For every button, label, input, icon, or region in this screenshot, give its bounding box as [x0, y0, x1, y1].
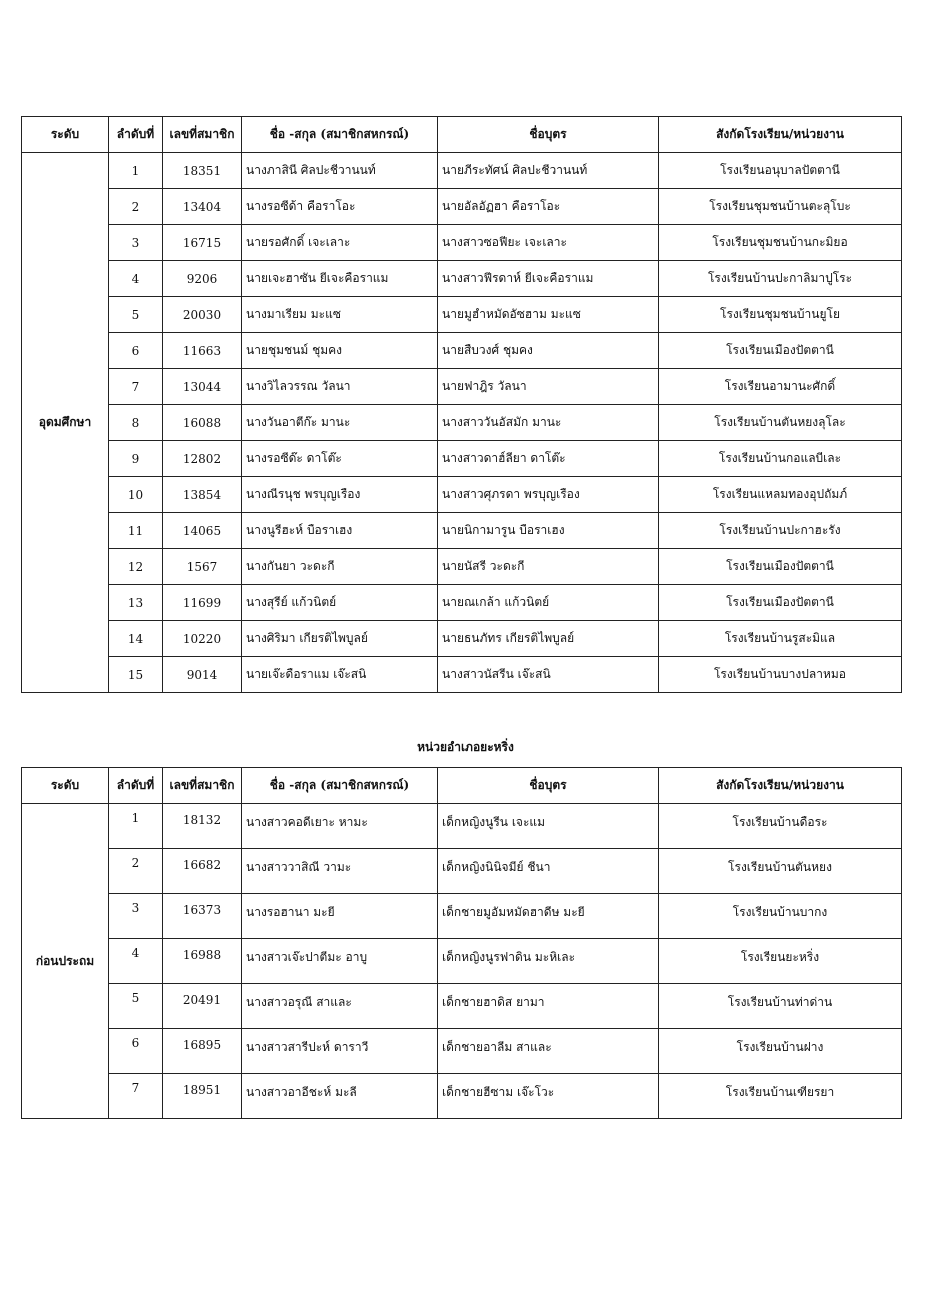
member-no-cell: 20491 — [163, 984, 242, 1029]
child-name-cell: นายสืบวงศ์ ชุมคง — [438, 333, 659, 369]
child-name-cell: เด็กหญิงนูรีน เจะแม — [438, 804, 659, 849]
seq-cell: 4 — [109, 261, 163, 297]
school-cell: โรงเรียนอามานะศักดิ์ — [659, 369, 902, 405]
table-row — [22, 984, 902, 1029]
member-name-cell: นายชุมชนม์ ชุมคง — [242, 333, 438, 369]
header-seq: ลำดับที่ — [109, 768, 163, 804]
member-no-cell: 13854 — [163, 477, 242, 513]
member-no-cell: 11663 — [163, 333, 242, 369]
member-no-cell: 20030 — [163, 297, 242, 333]
roster-table-pre-primary — [21, 767, 902, 1119]
table-row — [22, 657, 902, 693]
school-cell: โรงเรียนยะหริ่ง — [659, 939, 902, 984]
member-name-cell: นางมาเรียม มะแซ — [242, 297, 438, 333]
seq-cell: 15 — [109, 657, 163, 693]
member-no-cell: 18951 — [163, 1074, 242, 1119]
seq-cell: 14 — [109, 621, 163, 657]
table-row — [22, 804, 902, 849]
level-cell: อุดมศึกษา — [22, 153, 109, 693]
header-child: ชื่อบุตร — [438, 117, 659, 153]
child-name-cell: เด็กหญิงนูรฟาดิน มะหิเละ — [438, 939, 659, 984]
table-row — [22, 939, 902, 984]
school-cell: โรงเรียนอนุบาลปัตตานี — [659, 153, 902, 189]
member-no-cell: 18132 — [163, 804, 242, 849]
member-no-cell: 12802 — [163, 441, 242, 477]
member-no-cell: 9014 — [163, 657, 242, 693]
member-name-cell: นางสาวคอดีเยาะ หามะ — [242, 804, 438, 849]
child-name-cell: เด็กชายฮาดิส ยามา — [438, 984, 659, 1029]
seq-cell: 8 — [109, 405, 163, 441]
header-child: ชื่อบุตร — [438, 768, 659, 804]
school-cell: โรงเรียนเมืองปัตตานี — [659, 585, 902, 621]
header-name: ชื่อ -สกุล (สมาชิกสหกรณ์) — [242, 117, 438, 153]
member-name-cell: นางณีรนุช พรบุญเรือง — [242, 477, 438, 513]
member-no-cell: 14065 — [163, 513, 242, 549]
member-name-cell: นางสาวสารีปะห์ ดาราวี — [242, 1029, 438, 1074]
seq-cell: 4 — [109, 939, 163, 984]
school-cell: โรงเรียนเมืองปัตตานี — [659, 549, 902, 585]
member-no-cell: 18351 — [163, 153, 242, 189]
seq-cell: 11 — [109, 513, 163, 549]
table-row — [22, 621, 902, 657]
member-no-cell: 9206 — [163, 261, 242, 297]
header-school: สังกัดโรงเรียน/หน่วยงาน — [659, 117, 902, 153]
level-cell: ก่อนประถม — [22, 804, 109, 1119]
seq-cell: 6 — [109, 1029, 163, 1074]
seq-cell: 2 — [109, 849, 163, 894]
member-no-cell: 13404 — [163, 189, 242, 225]
header-seq: ลำดับที่ — [109, 117, 163, 153]
child-name-cell: นางสาวนัสรีน เจ๊ะสนิ — [438, 657, 659, 693]
table-row — [22, 297, 902, 333]
school-cell: โรงเรียนบ้านกอแลบีเละ — [659, 441, 902, 477]
school-cell: โรงเรียนบ้านตันหยงลุโละ — [659, 405, 902, 441]
member-name-cell: นางสาวอาอีชะห์ มะลี — [242, 1074, 438, 1119]
member-name-cell: นางสุรีย์ แก้วนิตย์ — [242, 585, 438, 621]
member-name-cell: นางรอซีด๊ะ ดาโต๊ะ — [242, 441, 438, 477]
school-cell: โรงเรียนบ้านปะกาลิมาปูโระ — [659, 261, 902, 297]
member-no-cell: 1567 — [163, 549, 242, 585]
child-name-cell: นายอัลอัฏฮา คือราโอะ — [438, 189, 659, 225]
table-row — [22, 369, 902, 405]
school-cell: โรงเรียนแหลมทองอุปถัมภ์ — [659, 477, 902, 513]
seq-cell: 1 — [109, 153, 163, 189]
child-name-cell: นางสาวฟีรดาห์ ยีเจะคือราแม — [438, 261, 659, 297]
member-no-cell: 16088 — [163, 405, 242, 441]
school-cell: โรงเรียนบ้านปะกาฮะรัง — [659, 513, 902, 549]
member-name-cell: นางสาววาสิณี วามะ — [242, 849, 438, 894]
school-cell: โรงเรียนชุมชนบ้านยูโย — [659, 297, 902, 333]
child-name-cell: เด็กชายมูอัมหมัดฮาดีษ มะยี — [438, 894, 659, 939]
school-cell: โรงเรียนเมืองปัตตานี — [659, 333, 902, 369]
member-no-cell: 11699 — [163, 585, 242, 621]
school-cell: โรงเรียนบ้านบากง — [659, 894, 902, 939]
member-name-cell: นางสาวอรุณี สาและ — [242, 984, 438, 1029]
child-name-cell: นายนัสรี วะดะกี — [438, 549, 659, 585]
section-title: หน่วยอำเภอยะหริ่ง — [417, 740, 514, 754]
seq-cell: 5 — [109, 297, 163, 333]
child-name-cell: เด็กชายฮีซาม เจ๊ะโวะ — [438, 1074, 659, 1119]
table-header-row — [22, 117, 902, 153]
member-name-cell: นางสาวเจ๊ะปาตีมะ อาบู — [242, 939, 438, 984]
school-cell: โรงเรียนบ้านบางปลาหมอ — [659, 657, 902, 693]
child-name-cell: นางสาววันอัสมัก มานะ — [438, 405, 659, 441]
table-row — [22, 225, 902, 261]
seq-cell: 7 — [109, 369, 163, 405]
header-member-no: เลขที่สมาชิก — [163, 768, 242, 804]
child-name-cell: นายณเกล้า แก้วนิตย์ — [438, 585, 659, 621]
table-row — [22, 513, 902, 549]
member-name-cell: นางนูรีฮะห์ บือราเฮง — [242, 513, 438, 549]
seq-cell: 10 — [109, 477, 163, 513]
seq-cell: 13 — [109, 585, 163, 621]
member-name-cell: นายเจะฮาซัน ยีเจะคือราแม — [242, 261, 438, 297]
child-name-cell: นางสาวศุภรดา พรบุญเรือง — [438, 477, 659, 513]
child-name-cell: นายฟาฎิร วัลนา — [438, 369, 659, 405]
seq-cell: 2 — [109, 189, 163, 225]
child-name-cell: นายภีระทัศน์ ศิลปะชีวานนท์ — [438, 153, 659, 189]
seq-cell: 9 — [109, 441, 163, 477]
child-name-cell: นางสาวซอฟียะ เจะเลาะ — [438, 225, 659, 261]
table-row — [22, 153, 902, 189]
member-name-cell: นางภาสินี ศิลปะชีวานนท์ — [242, 153, 438, 189]
seq-cell: 3 — [109, 225, 163, 261]
table-row — [22, 1029, 902, 1074]
seq-cell: 5 — [109, 984, 163, 1029]
table-row — [22, 549, 902, 585]
school-cell: โรงเรียนบ้านฝาง — [659, 1029, 902, 1074]
school-cell: โรงเรียนบ้านรูสะมิแล — [659, 621, 902, 657]
school-cell: โรงเรียนบ้านท่าด่าน — [659, 984, 902, 1029]
member-name-cell: นางวิไลวรรณ วัลนา — [242, 369, 438, 405]
header-level: ระดับ — [22, 768, 109, 804]
member-no-cell: 10220 — [163, 621, 242, 657]
roster-table-higher-education — [21, 116, 902, 693]
table-header-row — [22, 768, 902, 804]
member-no-cell: 16715 — [163, 225, 242, 261]
school-cell: โรงเรียนบ้านตันหยง — [659, 849, 902, 894]
child-name-cell: นายนิกามารูน บือราเฮง — [438, 513, 659, 549]
child-name-cell: นายธนภัทร เกียรติไพบูลย์ — [438, 621, 659, 657]
member-name-cell: นายรอศักดิ์ เจะเลาะ — [242, 225, 438, 261]
table-row — [22, 261, 902, 297]
child-name-cell: นางสาวดาฮ์ลียา ดาโต๊ะ — [438, 441, 659, 477]
member-no-cell: 16988 — [163, 939, 242, 984]
table-row — [22, 477, 902, 513]
table-row — [22, 405, 902, 441]
child-name-cell: นายมูฮำหมัดอัซฮาม มะแซ — [438, 297, 659, 333]
table-row — [22, 333, 902, 369]
school-cell: โรงเรียนชุมชนบ้านกะมิยอ — [659, 225, 902, 261]
member-name-cell: นางรอซีด้า คือราโอะ — [242, 189, 438, 225]
member-no-cell: 13044 — [163, 369, 242, 405]
seq-cell: 12 — [109, 549, 163, 585]
member-no-cell: 16895 — [163, 1029, 242, 1074]
member-name-cell: นางวันอาตีก๊ะ มานะ — [242, 405, 438, 441]
table-row — [22, 441, 902, 477]
member-name-cell: นางรอฮานา มะยี — [242, 894, 438, 939]
member-no-cell: 16373 — [163, 894, 242, 939]
header-school: สังกัดโรงเรียน/หน่วยงาน — [659, 768, 902, 804]
table-row — [22, 189, 902, 225]
seq-cell: 7 — [109, 1074, 163, 1119]
member-name-cell: นางศิริมา เกียรติไพบูลย์ — [242, 621, 438, 657]
school-cell: โรงเรียนบ้านดือระ — [659, 804, 902, 849]
table-row — [22, 585, 902, 621]
header-name: ชื่อ -สกุล (สมาชิกสหกรณ์) — [242, 768, 438, 804]
child-name-cell: เด็กชายอาลีม สาและ — [438, 1029, 659, 1074]
member-name-cell: นายเจ๊ะดือราแม เจ๊ะสนิ — [242, 657, 438, 693]
header-member-no: เลขที่สมาชิก — [163, 117, 242, 153]
member-name-cell: นางกันยา วะดะกี — [242, 549, 438, 585]
child-name-cell: เด็กหญิงนินิจมีย์ ชีนา — [438, 849, 659, 894]
table-row — [22, 1074, 902, 1119]
table-row — [22, 849, 902, 894]
seq-cell: 6 — [109, 333, 163, 369]
seq-cell: 3 — [109, 894, 163, 939]
seq-cell: 1 — [109, 804, 163, 849]
school-cell: โรงเรียนบ้านเฑียรยา — [659, 1074, 902, 1119]
school-cell: โรงเรียนชุมชนบ้านตะลุโบะ — [659, 189, 902, 225]
member-no-cell: 16682 — [163, 849, 242, 894]
table-row — [22, 894, 902, 939]
header-level: ระดับ — [22, 117, 109, 153]
